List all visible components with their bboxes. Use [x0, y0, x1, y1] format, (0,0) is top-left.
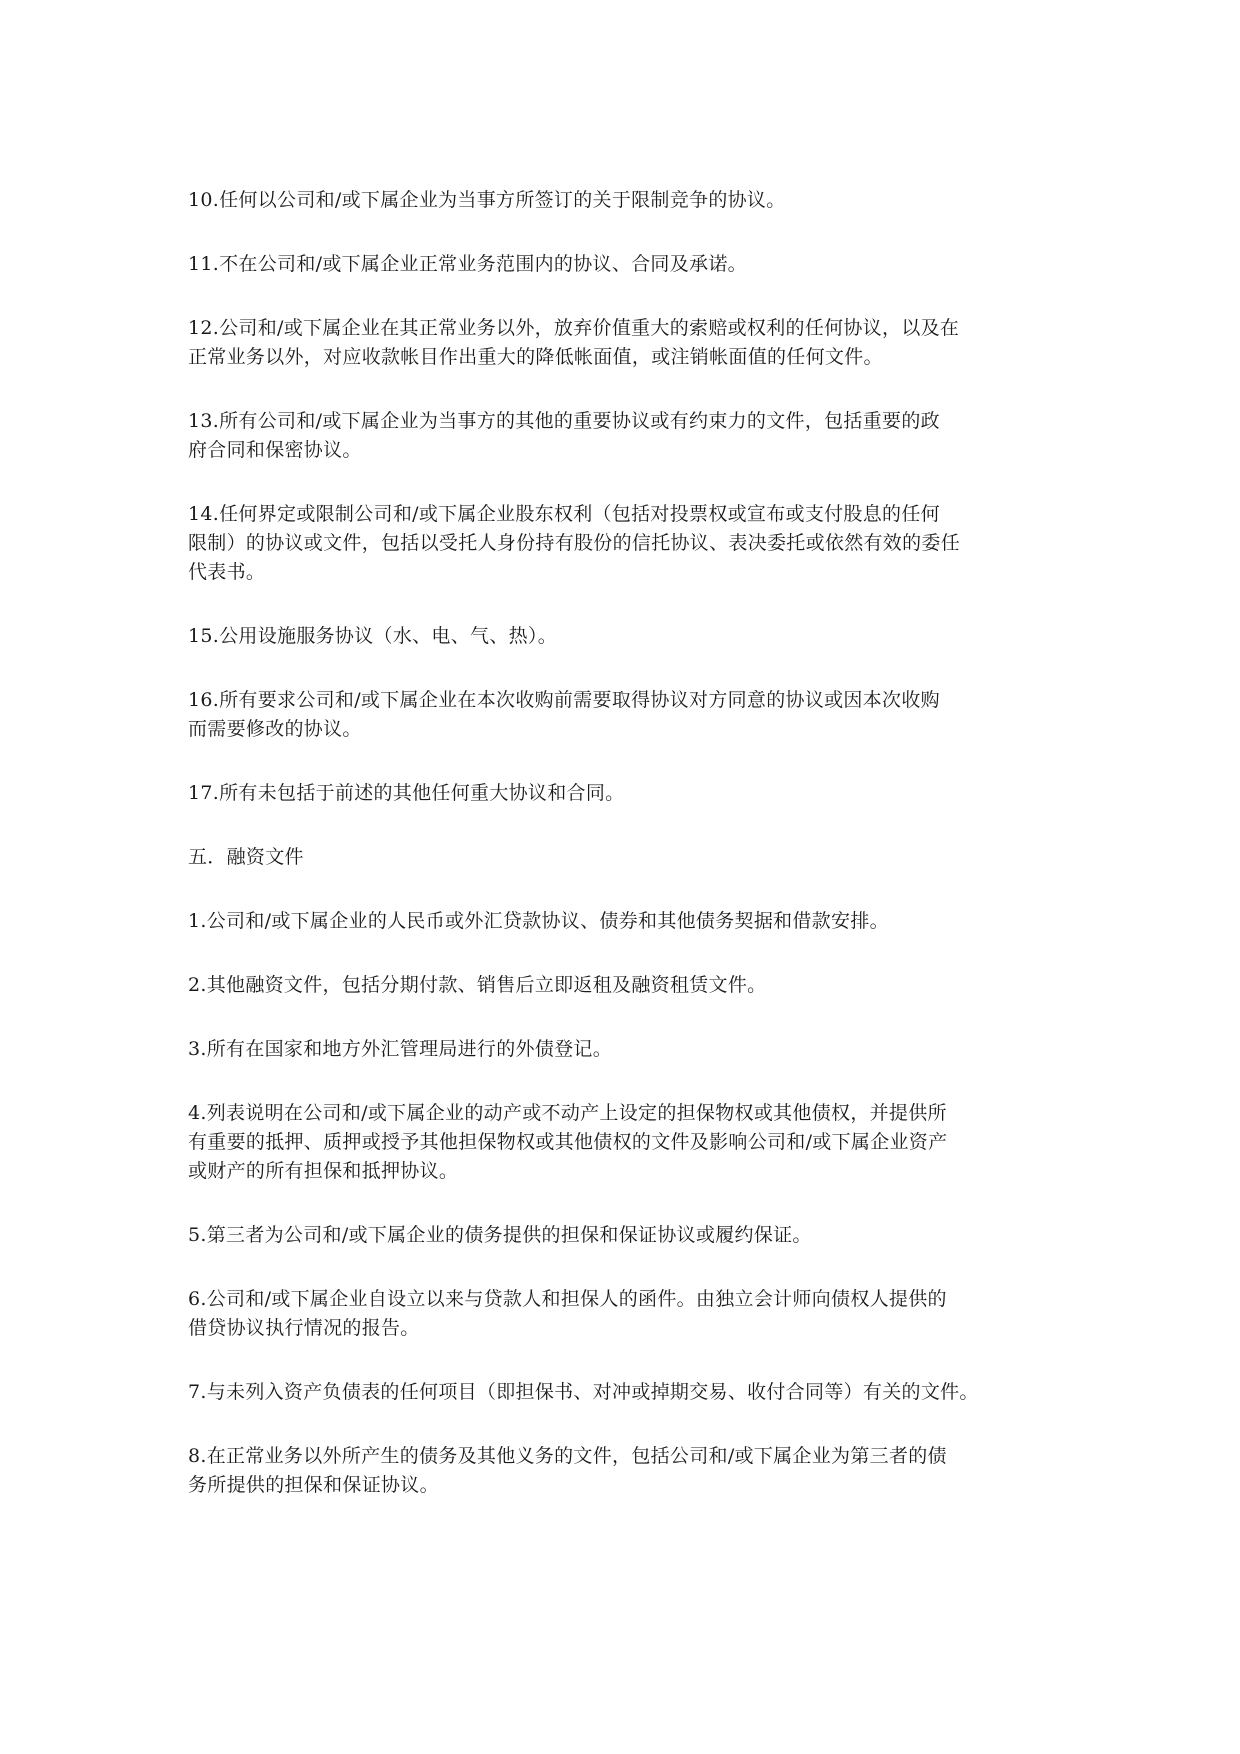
financing-item-2: 2.其他融资文件，包括分期付款、销售后立即返租及融资租赁文件。 — [188, 974, 767, 996]
clause-16: 16.所有要求公司和/或下属企业在本次收购前需要取得协议对方同意的协议或因本次收购 而需要修改的协议。 — [188, 689, 940, 740]
financing-item-3: 3.所有在国家和地方外汇管理局进行的外债登记。 — [188, 1038, 613, 1060]
financing-item-6: 6.公司和/或下属企业自设立以来与贷款人和担保人的函件。由独立会计师向债权人提供的 借贷协议执行情况的报告。 — [188, 1288, 947, 1339]
clause-12: 12.公司和/或下属企业在其正常业务以外，放弃价值重大的索赔或权利的任何协议，以及在 正常业务以外，对应收款帐目作出重大的降低帐面值，或注销帐面值的任何文件。 — [188, 317, 960, 368]
financing-item-7: 7.与未列入资产负债表的任何项目（即担保书、对冲或掉期交易、收付合同等）有关的文件。 — [188, 1381, 979, 1403]
financing-item-4: 4.列表说明在公司和/或下属企业的动产或不动产上设定的担保物权或其他债权，并提供所 有重要的抵押、质押或授予其他担保物权或其他债权的文件及影响公司和/或下属企业资产 或财产的所有担保和抵押协议。 — [188, 1102, 948, 1182]
financing-item-5: 5.第三者为公司和/或下属企业的债务提供的担保和保证协议或履约保证。 — [188, 1224, 812, 1246]
financing-item-1: 1.公司和/或下属企业的人民币或外汇贷款协议、债券和其他债务契据和借款安排。 — [188, 910, 889, 932]
document-body — [188, 186, 1088, 1535]
clause-14: 14.任何界定或限制公司和/或下属企业股东权利（包括对投票权或宣布或支付股息的任何 限制）的协议或文件，包括以受托人身份持有股份的信托协议、表决委托或依然有效的委任 代表书。 — [188, 503, 961, 583]
clause-10: 10.任何以公司和/或下属企业为当事方所签订的关于限制竞争的协议。 — [188, 189, 786, 211]
clause-15: 15.公用设施服务协议（水、电、气、热）。 — [188, 625, 558, 647]
clause-13: 13.所有公司和/或下属企业为当事方的其他的重要协议或有约束力的文件，包括重要的政 府合同和保密协议。 — [188, 410, 940, 461]
clause-11: 11.不在公司和/或下属企业正常业务范围内的协议、合同及承诺。 — [188, 253, 747, 275]
clause-17: 17.所有未包括于前述的其他任何重大协议和合同。 — [188, 782, 625, 804]
section-heading-financing: 五．融资文件 — [188, 846, 304, 868]
financing-item-8: 8.在正常业务以外所产生的债务及其他义务的文件，包括公司和/或下属企业为第三者的债 务所提供的担保和保证协议。 — [188, 1445, 947, 1496]
